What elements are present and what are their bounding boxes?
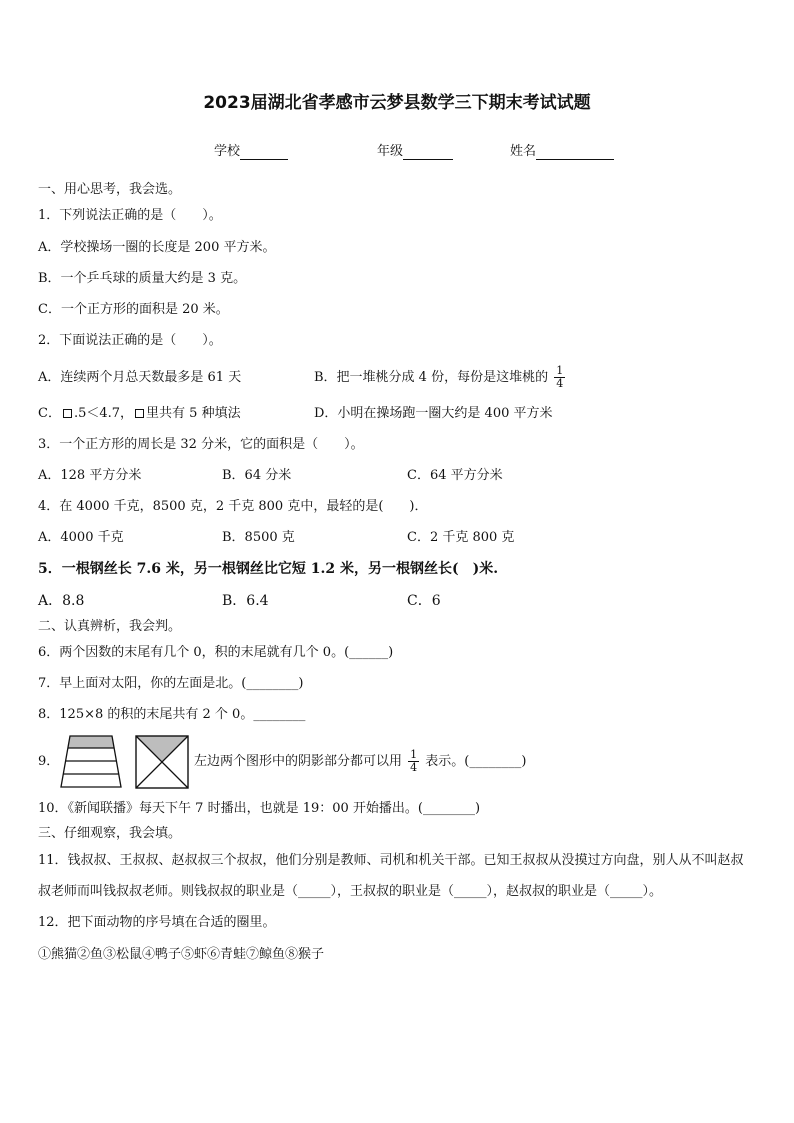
q1-option-a[interactable]: A．学校操场一圈的长度是 200 平方米。 xyxy=(38,240,276,255)
q2-stem: 2．下面说法正确的是（ ）。 xyxy=(38,333,222,348)
section-2-heading: 二、认真辨析，我会判。 xyxy=(38,619,182,634)
q4-stem: 4．在 4000 千克，8500 克，2 千克 800 克中，最轻的是( )． xyxy=(38,499,428,514)
fraction-denominator: 4 xyxy=(556,377,564,390)
q2-option-d[interactable]: D．小明在操场跑一圈大约是 400 平方米 xyxy=(314,406,553,421)
q4-option-b[interactable]: B．8500 克 xyxy=(222,530,295,545)
name-field xyxy=(510,140,614,160)
q11: 11．钱叔叔、王叔叔、赵叔叔三个叔叔，他们分别是教师、司机和机关干部。已知王叔叔从没摸过方向盘，别人从不叫赵叔叔老师而叫钱叔叔老师。则钱叔叔的职业是（_____），王叔叔的职业是（_____），赵叔叔的职业是（_____）。 xyxy=(38,853,744,899)
q2-option-a[interactable]: A．连续两个月总天数最多是 61 天 xyxy=(38,370,242,385)
school-label: 学校 xyxy=(214,144,241,159)
page-title: 2023届湖北省孝感市云梦县数学三下期末考试试题 xyxy=(203,93,591,113)
q5-option-a[interactable]: A．8.8 xyxy=(38,593,85,609)
q1-option-c[interactable]: C．一个正方形的面积是 20 米。 xyxy=(38,302,229,317)
q2-option-b-text: B．把一堆桃分成 4 份，每份是这堆桃的 xyxy=(314,370,549,385)
q5-option-b[interactable]: B．6.4 xyxy=(222,593,269,609)
shaded-triangle xyxy=(136,736,188,762)
q8: 8．125×8 的积的末尾共有 2 个 0。________ xyxy=(38,707,306,722)
animal-list: ①熊猫②鱼③松鼠④鸭子⑤虾⑥青蛙⑦鲸鱼⑧猴子 xyxy=(38,947,325,962)
q1-option-b[interactable]: B．一个乒乓球的质量大约是 3 克。 xyxy=(38,271,247,286)
q4-option-c[interactable]: C．2 千克 800 克 xyxy=(407,530,515,545)
q10: 10．《新闻联播》每天下午 7 时播出，也就是 19：00 开始播出。(________) xyxy=(38,801,481,816)
fraction-one-quarter xyxy=(408,749,419,774)
q2-option-c-middle: .5＜4.7， xyxy=(73,406,134,421)
q6: 6．两个因数的末尾有几个 0，积的末尾就有几个 0。(______) xyxy=(38,645,394,660)
section-1-heading: 一、用心思考，我会选。 xyxy=(38,182,182,197)
fraction-numerator: 1 xyxy=(556,364,564,377)
q3-option-b[interactable]: B．64 分米 xyxy=(222,468,292,483)
q2-option-c[interactable] xyxy=(38,406,241,422)
q3-stem: 3．一个正方形的周长是 32 分米，它的面积是（ ）。 xyxy=(38,437,364,452)
school-field xyxy=(214,140,288,160)
q9-text xyxy=(194,744,526,780)
trapezoid-figure xyxy=(60,734,122,790)
blank-box-icon xyxy=(63,409,72,418)
grade-field xyxy=(377,140,453,160)
blank-box-icon xyxy=(135,409,144,418)
q9-text-post: 表示。(________) xyxy=(425,754,527,769)
q3-option-a[interactable]: A．128 平方分米 xyxy=(38,468,142,483)
q4-option-a[interactable]: A．4000 千克 xyxy=(38,530,124,545)
q12: 12．把下面动物的序号填在合适的圈里。 xyxy=(38,915,276,930)
grade-label: 年级 xyxy=(377,144,404,159)
section-3-heading: 三、仔细观察，我会填。 xyxy=(38,826,182,841)
school-blank[interactable] xyxy=(240,144,288,160)
fraction-denominator: 4 xyxy=(410,761,418,774)
square-figure xyxy=(134,734,190,790)
q7: 7．早上面对太阳，你的左面是北。(________) xyxy=(38,676,304,691)
q5-stem: 5．一根钢丝长 7.6 米，另一根钢丝比它短 1.2 米，另一根钢丝长( )米. xyxy=(38,561,499,577)
q2-option-c-suffix: 里共有 5 种填法 xyxy=(146,406,241,421)
q1-stem: 1．下列说法正确的是（ ）。 xyxy=(38,208,222,223)
grade-blank[interactable] xyxy=(403,144,453,160)
shaded-top-band xyxy=(68,736,114,748)
fraction-one-quarter xyxy=(554,365,565,390)
q2-option-b[interactable] xyxy=(314,358,567,398)
name-blank[interactable] xyxy=(536,144,614,160)
q5-option-c[interactable]: C．6 xyxy=(407,593,441,609)
q9-text-pre: 左边两个图形中的阴影部分都可以用 xyxy=(194,754,403,769)
name-label: 姓名 xyxy=(510,144,537,159)
fraction-numerator: 1 xyxy=(410,748,418,761)
q3-option-c[interactable]: C．64 平方分米 xyxy=(407,468,503,483)
q2-option-c-prefix: C． xyxy=(38,406,61,421)
q9-number: 9． xyxy=(38,754,60,769)
